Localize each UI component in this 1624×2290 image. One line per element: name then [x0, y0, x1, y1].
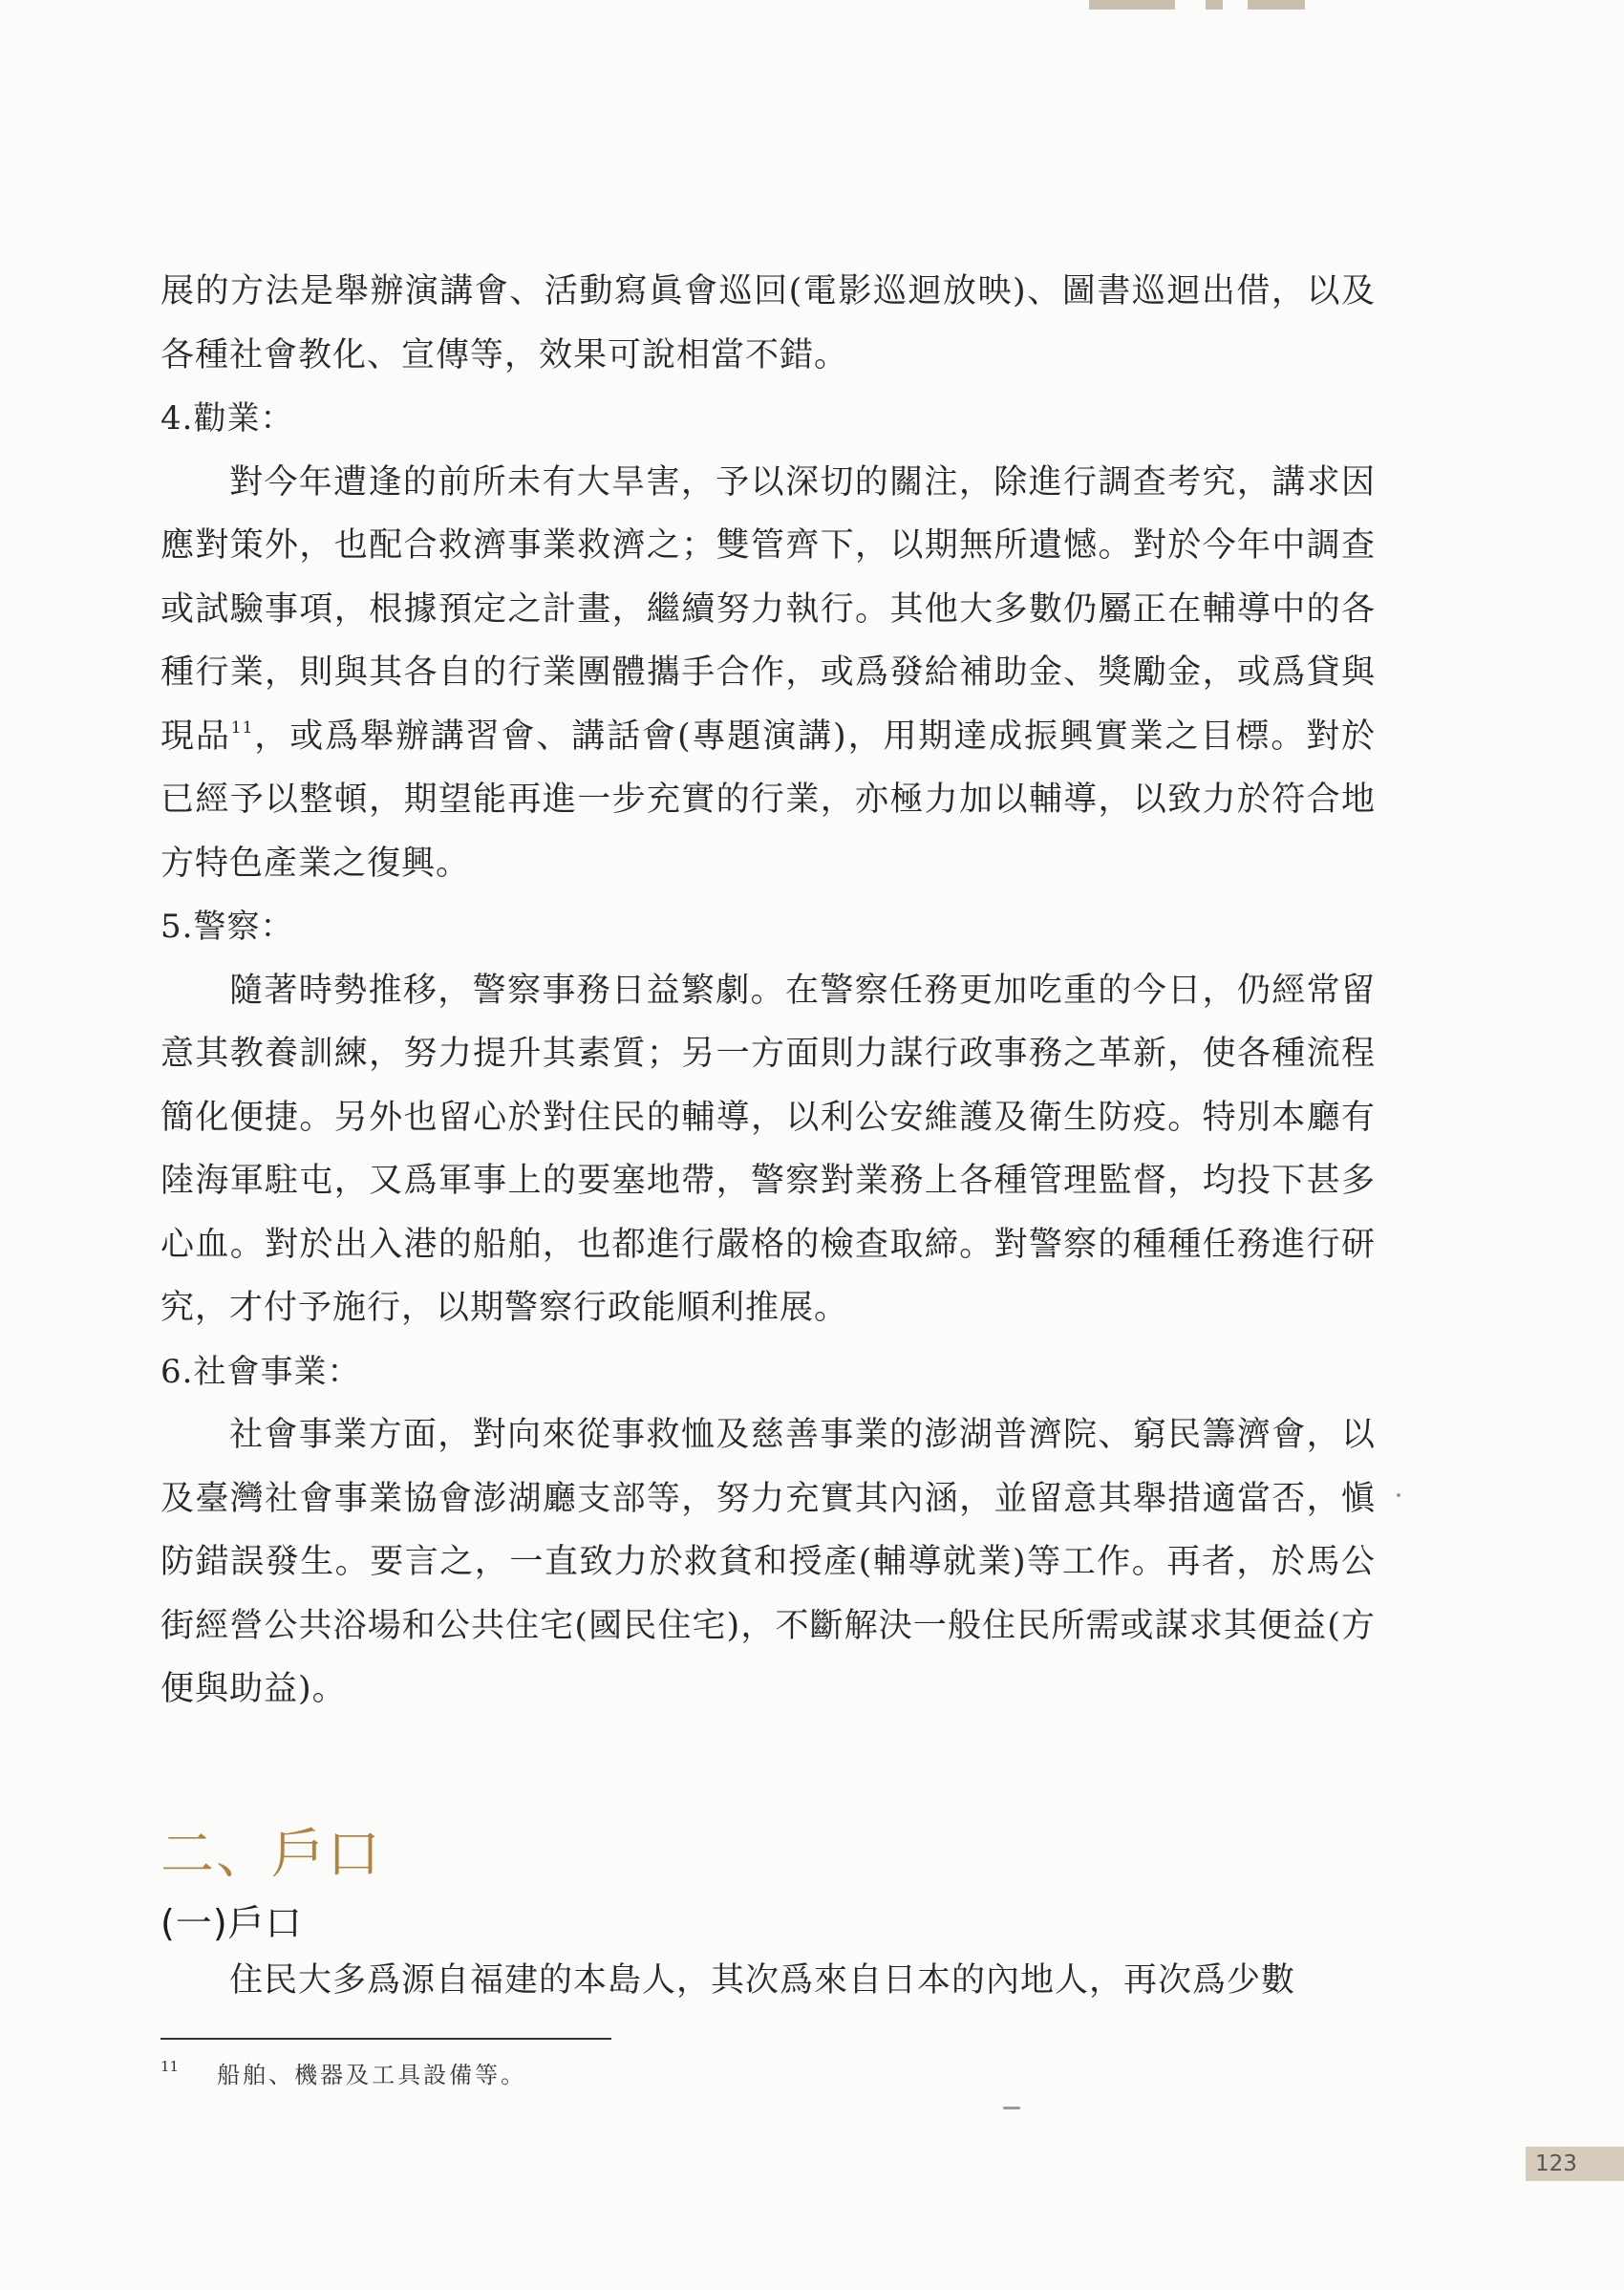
top-edge-marks — [0, 0, 1624, 13]
paragraph-intro: 展的方法是舉辦演講會、活動寫眞會巡回(電影巡迴放映)、圖書巡迴出借，以及各種社會教化、宣傳等，效果可說相當不錯。 — [160, 272, 1376, 375]
page-number: 123 — [1526, 2147, 1624, 2181]
heading-encourage-industry: 4.勸業： — [160, 399, 294, 438]
scan-speck — [1003, 2107, 1020, 2109]
subsection-title: (一)戶口 — [160, 1902, 303, 1944]
paragraph-encourage-part2: ，或爲舉辦講習會、講話會(專題演講)，用期達成振興實業之目標。對於已經予以整頓，期望能再進一步充實的行業，亦極力加以輔導，以致力於符合地方特色產業之復興。 — [160, 717, 1376, 883]
scan-speck — [1397, 1493, 1400, 1497]
footnote-reference: 11 — [230, 717, 254, 738]
paragraph-police: 隨著時勢推移，警察事務日益繁劇。在警察任務更加吃重的今日，仍經常留意其教養訓練，努力提升其素質；另一方面則力謀行政事務之革新，使各種流程簡化便捷。另外也留心於對住民的輔導，以利公安維護及衛生防疫。特別本廳有陸海軍駐屯，又爲軍事上的要塞地帶，警察對業務上各種管理監督，均投下甚多心血。對於出入港的船舶，也都進行嚴格的檢查取締。對警察的種種任務進行研究，才付予施行，以期警察行政能順利推展。 — [160, 971, 1376, 1327]
paragraph-encourage-part1: 對今年遭逢的前所未有大旱害，予以深切的關注，除進行調查考究，講求因應對策外，也配合救濟事業救濟之；雙管齊下，以期無所遺憾。對於今年中調查或試驗事項，根據預定之計畫，繼續努力執行。其他大多數仍屬正在輔導中的各種行業，則與其各自的行業團體攜手合作，或爲發給補助金、獎勵金，或爲貸與現品 — [160, 462, 1376, 756]
heading-police: 5.警察： — [160, 908, 294, 946]
paragraph-encourage-industry — [160, 451, 1376, 896]
footnote-text: 船舶、機器及工具設備等。 — [217, 2062, 527, 2088]
footnote-number: 11 — [160, 2058, 180, 2075]
footnote — [160, 2056, 526, 2089]
body-text — [160, 260, 1376, 1722]
section-title: 二、戶口 — [160, 1824, 382, 1886]
heading-social-affairs: 6.社會事業： — [160, 1352, 361, 1391]
paragraph-household: 住民大多爲源自福建的本島人，其次爲來自日本的內地人，再次爲少數 — [229, 1961, 1296, 2000]
paragraph-social-affairs: 社會事業方面，對向來從事救恤及慈善事業的澎湖普濟院、窮民籌濟會，以及臺灣社會事業協會澎湖廳支部等，努力充實其內涵，並留意其舉措適當否，愼防錯誤發生。要言之，一直致力於救貧和授產(輔導就業)等工作。再者，於馬公街經營公共浴場和公共住宅(國民住宅)，不斷解決一般住民所需或謀求其便益(方便與助益)。 — [160, 1416, 1376, 1708]
footnote-divider — [160, 2038, 611, 2040]
